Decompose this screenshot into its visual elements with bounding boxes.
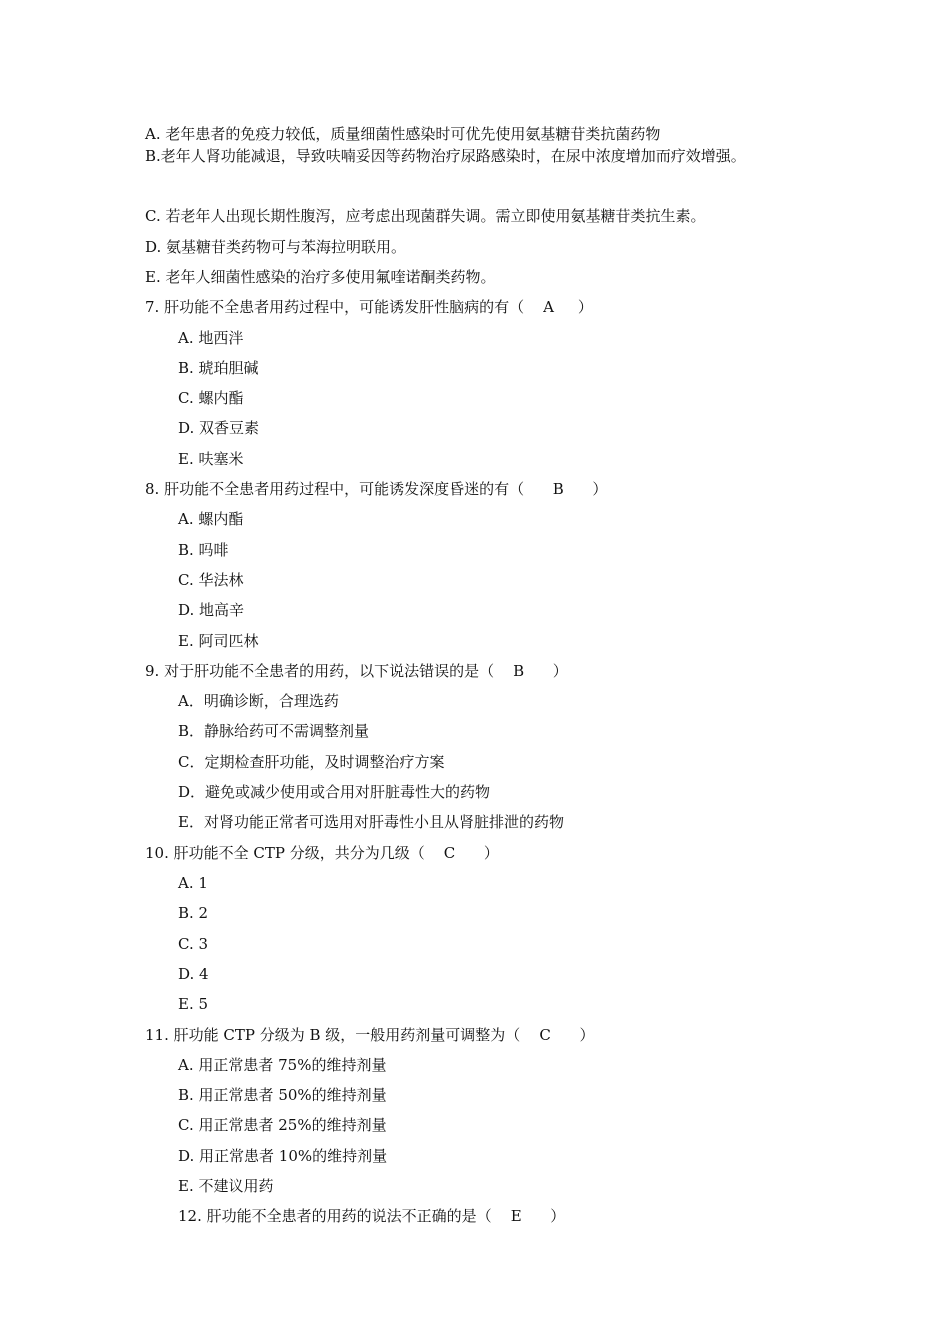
question-9-option-d: D．避免或减少使用或合用对肝脏毒性大的药物 xyxy=(178,783,491,801)
question-7-option-b: B. 琥珀胆碱 xyxy=(178,359,259,377)
question-10-option-b: B. 2 xyxy=(178,904,209,922)
question-8-option-e: E. 阿司匹林 xyxy=(178,632,259,650)
question-11-option-b: B. 用正常患者 50%的维持剂量 xyxy=(178,1086,387,1104)
question-8-option-b: B. 吗啡 xyxy=(178,541,229,559)
question-9-option-a: A．明确诊断，合理选药 xyxy=(178,692,339,710)
question-8-option-c: C. 华法林 xyxy=(178,571,244,589)
question-9-stem: 9. 对于肝功能不全患者的用药，以下说法错误的是（ B ） xyxy=(145,662,568,680)
question-11-option-c: C. 用正常患者 25%的维持剂量 xyxy=(178,1116,387,1134)
question-11-option-e: E. 不建议用药 xyxy=(178,1177,274,1195)
intro-option-e: E. 老年人细菌性感染的治疗多使用氟喹诺酮类药物。 xyxy=(145,268,496,286)
question-7-option-d: D. 双香豆素 xyxy=(178,419,260,437)
question-10-stem: 10. 肝功能不全 CTP 分级，共分为几级（ C ） xyxy=(145,844,499,862)
intro-option-b: B.老年人肾功能减退，导致呋喃妥因等药物治疗尿路感染时，在尿中浓度增加而疗效增强。 xyxy=(145,147,746,165)
question-10-option-e: E. 5 xyxy=(178,995,209,1013)
question-11-stem: 11. 肝功能 CTP 分级为 B 级，一般用药剂量可调整为（ C ） xyxy=(145,1026,595,1044)
question-8-option-a: A. 螺内酯 xyxy=(178,510,244,528)
question-11-option-d: D. 用正常患者 10%的维持剂量 xyxy=(178,1147,388,1165)
question-7-stem: 7. 肝功能不全患者用药过程中，可能诱发肝性脑病的有（ A ） xyxy=(145,298,593,316)
question-12-stem: 12. 肝功能不全患者的用药的说法不正确的是（ E ） xyxy=(178,1207,566,1225)
question-7-option-a: A. 地西泮 xyxy=(178,329,244,347)
question-10-option-a: A. 1 xyxy=(178,874,208,892)
question-11-option-a: A. 用正常患者 75%的维持剂量 xyxy=(178,1056,387,1074)
intro-option-c: C. 若老年人出现长期性腹泻，应考虑出现菌群失调。需立即使用氨基糖苷类抗生素。 xyxy=(145,207,706,225)
intro-option-d: D. 氨基糖苷类药物可与苯海拉明联用。 xyxy=(145,238,407,256)
question-10-option-d: D. 4 xyxy=(178,965,209,983)
question-9-option-c: C．定期检查肝功能，及时调整治疗方案 xyxy=(178,753,445,771)
question-8-option-d: D. 地高辛 xyxy=(178,601,245,619)
question-8-stem: 8. 肝功能不全患者用药过程中，可能诱发深度昏迷的有（ B ） xyxy=(145,480,608,498)
question-7-option-e: E. 呋塞米 xyxy=(178,450,244,468)
question-10-option-c: C. 3 xyxy=(178,935,209,953)
question-9-option-b: B．静脉给药可不需调整剂量 xyxy=(178,722,370,740)
question-9-option-e: E．对肾功能正常者可选用对肝毒性小且从肾脏排泄的药物 xyxy=(178,813,564,831)
question-7-option-c: C. 螺内酯 xyxy=(178,389,244,407)
intro-option-a: A. 老年患者的免疫力较低，质量细菌性感染时可优先使用氨基糖苷类抗菌药物 xyxy=(145,125,661,143)
